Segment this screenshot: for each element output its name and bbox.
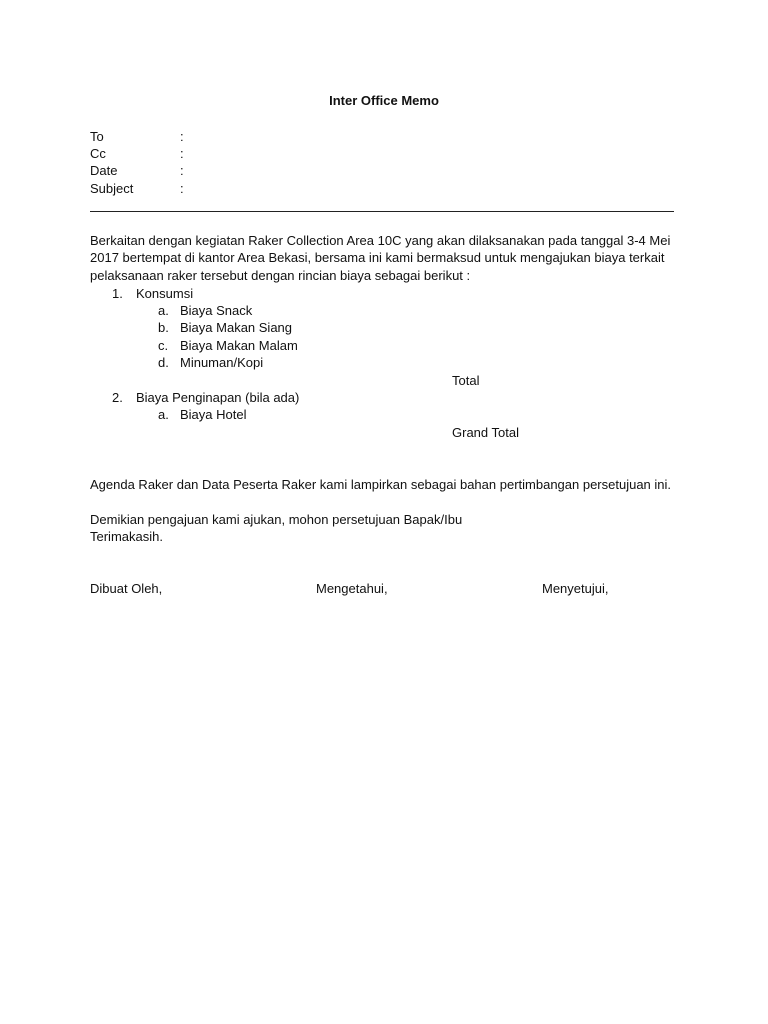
signature-acknowledged: Mengetahui, <box>316 581 388 596</box>
sub-text: Biaya Makan Malam <box>180 338 298 353</box>
signature-made-by: Dibuat Oleh, <box>90 581 163 596</box>
grand-total-label: Grand Total <box>452 425 519 440</box>
sub-letter: a. <box>158 407 169 422</box>
closing-line-2: Terimakasih. <box>90 529 163 544</box>
intro-line-1: Berkaitan dengan kegiatan Raker Collection Area 10C yang akan dilaksanakan pada tanggal 3-4 Mei <box>90 233 671 248</box>
header-label: To <box>90 129 104 144</box>
sub-letter: d. <box>158 355 169 370</box>
header-colon: : <box>180 163 184 178</box>
intro-line-2: 2017 bertempat di kantor Area Bekasi, bersama ini kami bermaksud untuk mengajukan biaya terkait <box>90 250 665 265</box>
sub-item <box>158 302 252 319</box>
list-item-penginapan <box>112 389 299 406</box>
header-colon: : <box>180 129 184 144</box>
list-item-label: Biaya Penginapan (bila ada) <box>136 390 300 405</box>
sub-item <box>158 319 292 336</box>
header-colon: : <box>180 181 184 196</box>
closing-line-1: Demikian pengajuan kami ajukan, mohon persetujuan Bapak/Ibu <box>90 512 463 527</box>
sub-text: Biaya Makan Siang <box>180 320 293 335</box>
sub-text: Minuman/Kopi <box>180 355 264 370</box>
sub-text: Biaya Snack <box>180 303 253 318</box>
sub-letter: a. <box>158 303 169 318</box>
sub-letter: b. <box>158 320 169 335</box>
list-number: 2. <box>112 390 123 405</box>
sub-item <box>158 337 298 354</box>
header-label: Cc <box>90 146 106 161</box>
header-colon: : <box>180 146 184 161</box>
sub-text: Biaya Hotel <box>180 407 247 422</box>
header-row-subject <box>90 180 184 197</box>
list-item-label: Konsumsi <box>136 286 194 301</box>
header-row-date <box>90 162 184 179</box>
header-divider <box>90 211 674 212</box>
signature-approved: Menyetujui, <box>542 581 609 596</box>
list-number: 1. <box>112 286 123 301</box>
intro-line-3: pelaksanaan raker tersebut dengan rincian biaya sebagai berikut : <box>90 268 471 283</box>
sub-item <box>158 406 246 423</box>
header-label: Date <box>90 163 118 178</box>
header-label: Subject <box>90 181 134 196</box>
sub-letter: c. <box>158 338 169 353</box>
header-row-cc <box>90 145 184 162</box>
attachment-text: Agenda Raker dan Data Peserta Raker kami lampirkan sebagai bahan pertimbangan persetujuan ini. <box>90 477 672 492</box>
list-item-konsumsi <box>112 285 193 302</box>
header-row-to <box>90 128 184 145</box>
sub-item <box>158 354 263 371</box>
total-label: Total <box>452 373 480 388</box>
memo-title: Inter Office Memo <box>329 93 439 108</box>
